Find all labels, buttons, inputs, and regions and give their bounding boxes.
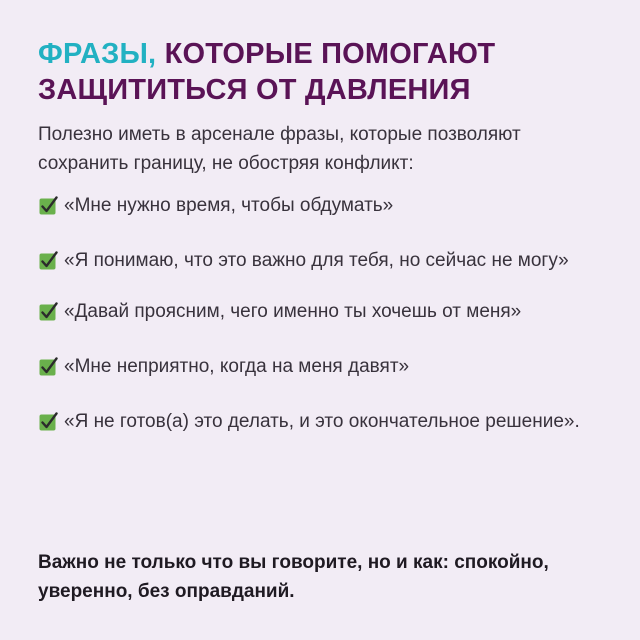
- check-mark-button-icon: [38, 412, 58, 432]
- list-item: [38, 192, 602, 220]
- check-mark-button-icon: [38, 357, 58, 377]
- page-title: [38, 36, 602, 108]
- phrase-text: «Я не готов(а) это делать, и это окончательное решение».: [64, 411, 580, 432]
- list-item: [38, 353, 602, 381]
- phrase-text: «Я понимаю, что это важно для тебя, но сейчас не могу»: [64, 250, 569, 271]
- list-item: [38, 408, 602, 436]
- phrase-list: [38, 192, 602, 436]
- intro-text: Полезно иметь в арсенале фразы, которые позволяют сохранить границу, не обостряя конфликт:: [38, 124, 521, 174]
- list-item: [38, 298, 602, 326]
- check-mark-button-icon: [38, 196, 58, 216]
- phrase-text: «Мне нужно время, чтобы обдумать»: [64, 195, 394, 216]
- title-accent: ФРАЗЫ,: [38, 38, 157, 70]
- check-mark-button-icon: [38, 251, 58, 271]
- check-mark-button-icon: [38, 302, 58, 322]
- phrase-text: «Мне неприятно, когда на меня давят»: [64, 356, 410, 377]
- phrase-text: «Давай проясним, чего именно ты хочешь от меня»: [64, 301, 522, 322]
- title-main: КОТОРЫЕ ПОМОГАЮТ ЗАЩИТИТЬСЯ ОТ ДАВЛЕНИЯ: [38, 38, 496, 106]
- footer-note: Важно не только что вы говорите, но и как: спокойно, уверенно, без оправданий.: [38, 552, 549, 602]
- list-item: [38, 247, 602, 275]
